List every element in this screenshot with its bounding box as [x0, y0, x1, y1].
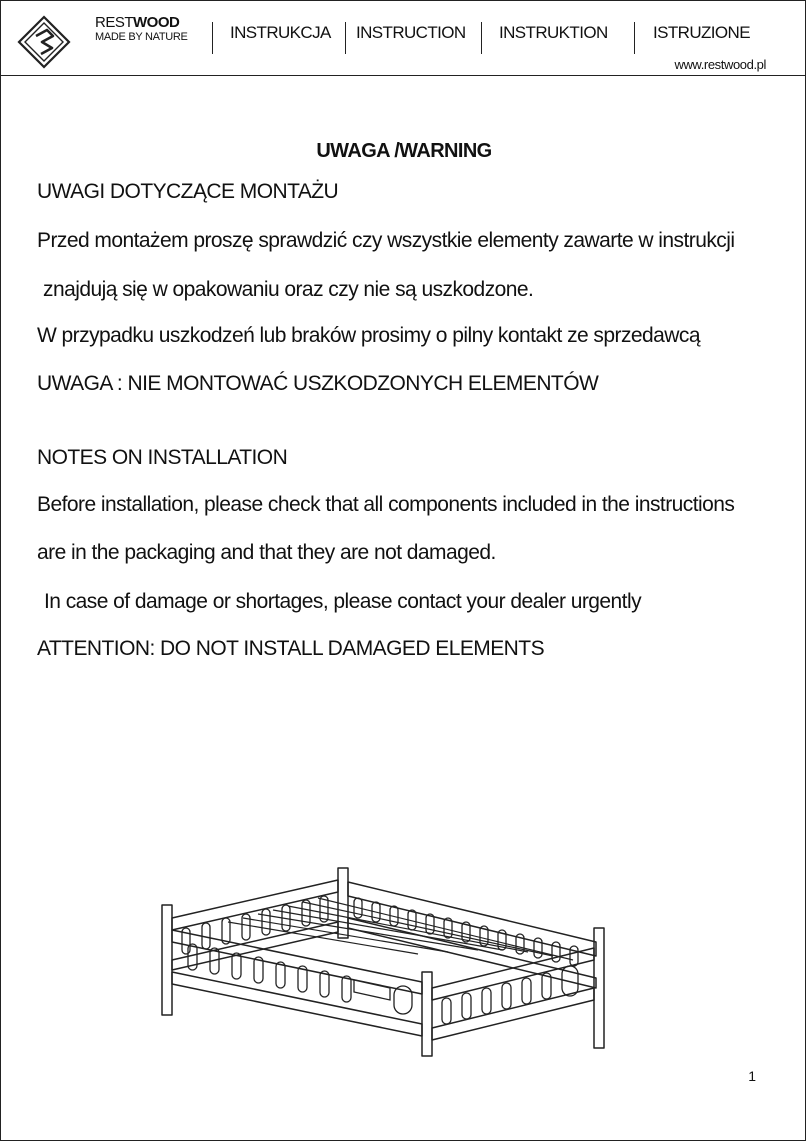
nav-instruktion: INSTRUKTION: [499, 23, 608, 42]
polish-heading: UWAGI DOTYCZĄCE MONTAŻU: [37, 180, 339, 203]
nav-istruzione: ISTRUZIONE: [653, 23, 750, 42]
brand: [95, 15, 188, 43]
bed-frame-icon: [158, 860, 610, 1060]
english-line-4: ATTENTION: DO NOT INSTALL DAMAGED ELEMENTS: [37, 637, 545, 660]
brand-name-bold: WOOD: [133, 14, 180, 31]
page-number: 1: [748, 1068, 756, 1084]
polish-line-3: W przypadku uszkodzeń lub braków prosimy o pilny kontakt ze sprzedawcą: [37, 324, 700, 347]
header-divider: [634, 22, 635, 54]
website-url: www.restwood.pl: [674, 57, 766, 72]
english-heading: NOTES ON INSTALLATION: [37, 446, 288, 469]
page-title: UWAGA /WARNING: [316, 140, 492, 162]
brand-name-light: REST: [95, 14, 134, 31]
english-line-3: In case of damage or shortages, please contact your dealer urgently: [44, 590, 642, 613]
english-line-1: Before installation, please check that all components included in the instructions: [37, 493, 735, 516]
nav-instrukcja: INSTRUKCJA: [230, 23, 331, 42]
polish-line-2: znajdują się w opakowaniu oraz czy nie są uszkodzone.: [43, 278, 534, 301]
nav-instruction: INSTRUCTION: [356, 23, 466, 42]
polish-line-1: Przed montażem proszę sprawdzić czy wszystkie elementy zawarte w instrukcji: [37, 229, 735, 252]
brand-name: [95, 15, 188, 30]
header-divider: [212, 22, 213, 54]
english-line-2: are in the packaging and that they are not damaged.: [37, 541, 496, 564]
brand-tagline: MADE BY NATURE: [95, 31, 188, 43]
header-rule: [0, 75, 806, 76]
polish-line-4: UWAGA : NIE MONTOWAĆ USZKODZONYCH ELEMENTÓW: [37, 372, 599, 395]
header-divider: [345, 22, 346, 54]
restwood-logo-icon: [16, 14, 72, 70]
header-divider: [481, 22, 482, 54]
